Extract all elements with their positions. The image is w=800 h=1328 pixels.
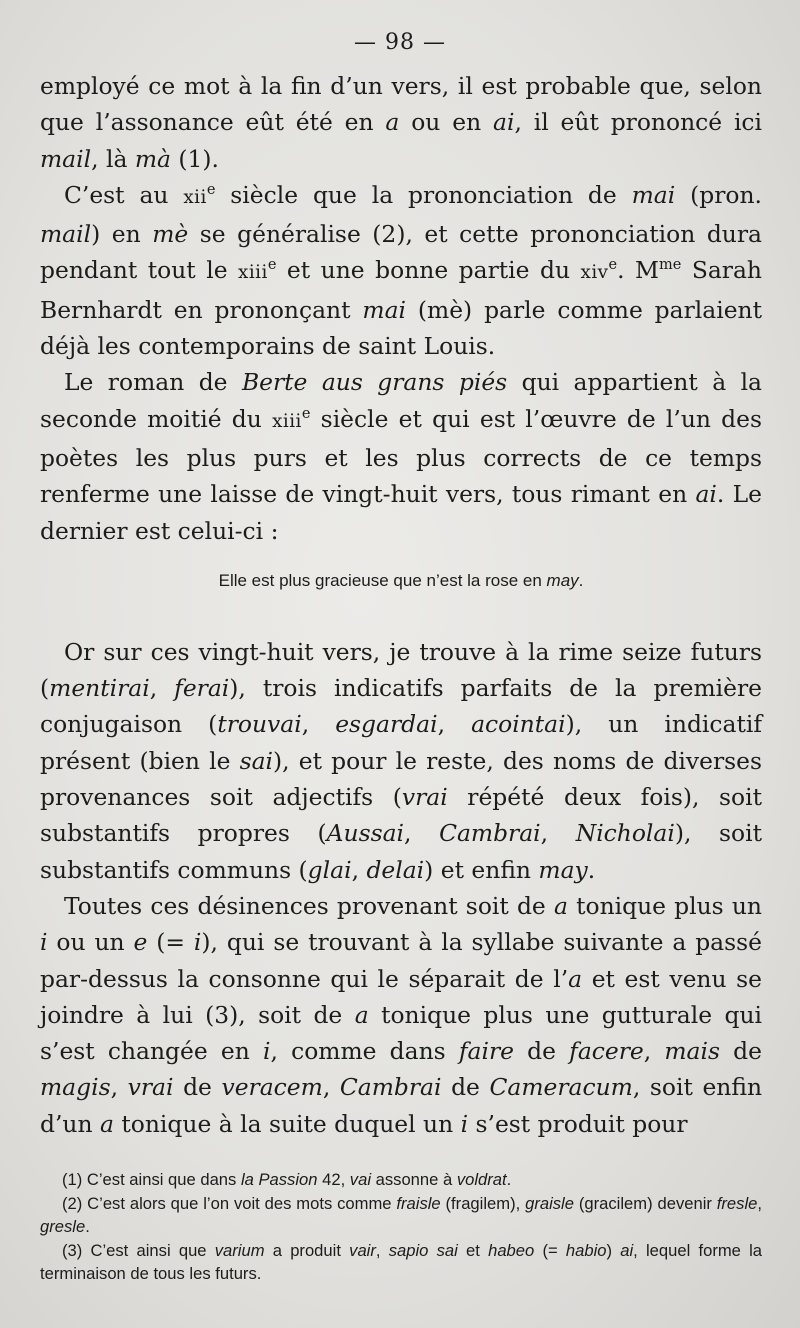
verse-quotation: Elle est plus gracieuse que n’est la rose en may.: [218, 570, 584, 590]
footnote-1: (1) C’est ainsi que dans la Passion 42, vai assonne à voldrat.: [62, 1170, 512, 1189]
paragraph-4: Or sur ces vingt-huit vers, je trouve à la rime seize futurs (mentirai, ferai), trois indicatifs parfaits de la première conjugaison (trouvai, esgardai, acointai), un indicatif présent (bien le sai), et pour le reste, des noms de diverses provenances soit adjectifs (vrai répété deux fois), soit substantifs propres (Aussai, Cambrai, Nicholai), soit substantifs communs (glai, delai) et enfin may.: [40, 637, 762, 884]
footnote-3: (3) C’est ainsi que varium a produit vair, sapio sai et habeo (= habio) ai, lequel forme la terminaison de tous les futurs.: [40, 1240, 763, 1283]
main-text: [40, 68, 762, 1142]
paragraph-3: Le roman de Berte aus grans piés qui appartient à la seconde moitié du xiii$^e$ siècle et qui est l’œuvre de l’un des poètes les plus purs et les plus corrects de ce temps renferme une laisse de vingt-huit vers, tous rimant en ai. Le dernier est celui-ci :: [40, 368, 762, 545]
paragraph-5: Toutes ces désinences provenant soit de a tonique plus un i ou un e (= i), qui se trouvant à la syllabe suivante a passé par-dessus la consonne qui le séparait de l’a et est venu se joindre à lui (3), soit de a tonique plus une gutturale qui s’est changée en i, comme dans faire de facere, mais de magis, vrai de veracem, Cambrai de Cameracum, soit enfin d’un a tonique à la suite duquel un i s’est produit pour: [40, 891, 763, 1138]
footnotes: [40, 1168, 762, 1286]
footnote-2: (2) C’est alors que l’on voit des mots comme fraisle (fragilem), graisle (gracilem) devenir fresle, gresle.: [40, 1193, 762, 1236]
paragraph-1: employé ce mot à la fin d’un vers, il est probable que, selon que l’assonance eût été en a ou en ai, il eût prononcé ici mail, là mà (1).: [40, 72, 763, 173]
paragraph-2: C’est au xii$^e$ siècle que la prononciation de mai (pron. mail) en mè se généralise (2), et cette prononciation dura pendant tout le xiii$^e$ et une bonne partie du xiv$^e$. $M^{me}$ Sarah Bernhardt en prononçant mai (mè) parle comme parlaient déjà les contemporains de saint Louis.: [40, 180, 763, 361]
page-number: — 98 —: [354, 30, 446, 55]
